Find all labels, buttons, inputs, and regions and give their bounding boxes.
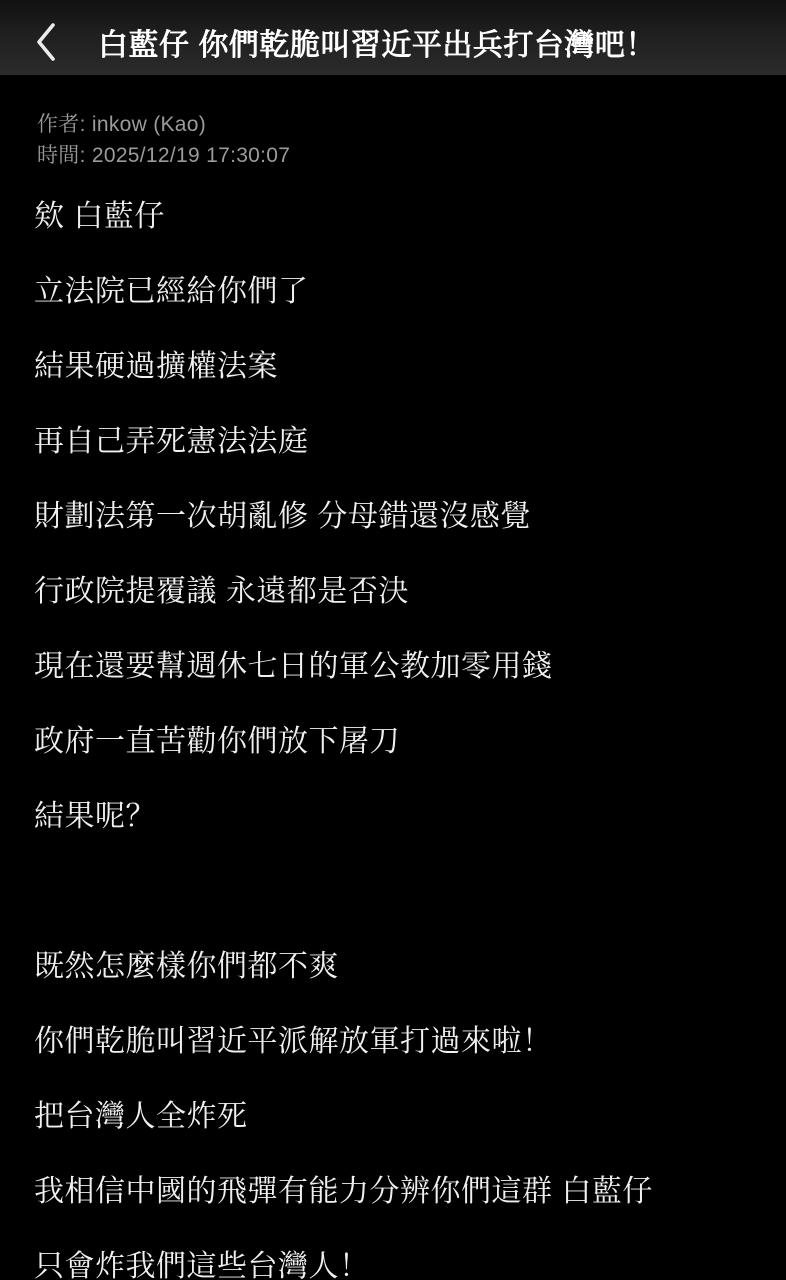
post-line: 行政院提覆議 永遠都是否決	[34, 575, 409, 608]
post-scroll-area[interactable]	[34, 200, 756, 1280]
navigation-bar	[0, 0, 786, 75]
post-time: 時間: 2025/12/19 17:30:07	[37, 144, 291, 167]
post-line: 你們乾脆叫習近平派解放軍打過來啦！	[34, 1025, 553, 1058]
post-line: 把台灣人全炸死	[34, 1100, 248, 1133]
post-line: 既然怎麼樣你們都不爽	[34, 950, 339, 983]
post-meta	[37, 109, 756, 171]
post-title: 白藍仔 你們乾脆叫習近平出兵打台灣吧！	[98, 28, 656, 62]
back-button[interactable]	[36, 21, 60, 63]
post-line: 結果呢？	[34, 800, 156, 833]
post-line: 欸 白藍仔	[34, 200, 165, 233]
post-line: 政府一直苦勸你們放下屠刀	[34, 725, 400, 758]
post-line: 結果硬過擴權法案	[34, 350, 278, 383]
post-line: 我相信中國的飛彈有能力分辨你們這群 白藍仔	[34, 1175, 653, 1208]
post-line: 現在還要幫週休七日的軍公教加零用錢	[34, 650, 553, 683]
post-line: 只會炸我們這些台灣人！	[34, 1250, 370, 1280]
post-line: 立法院已經給你們了	[34, 275, 309, 308]
chevron-left-icon	[36, 22, 56, 62]
post-line: 再自己弄死憲法法庭	[34, 425, 309, 458]
post-line-blank	[34, 875, 756, 908]
post-author: 作者: inkow (Kao)	[37, 113, 207, 136]
post-line: 財劃法第一次胡亂修 分母錯還沒感覺	[34, 500, 531, 533]
